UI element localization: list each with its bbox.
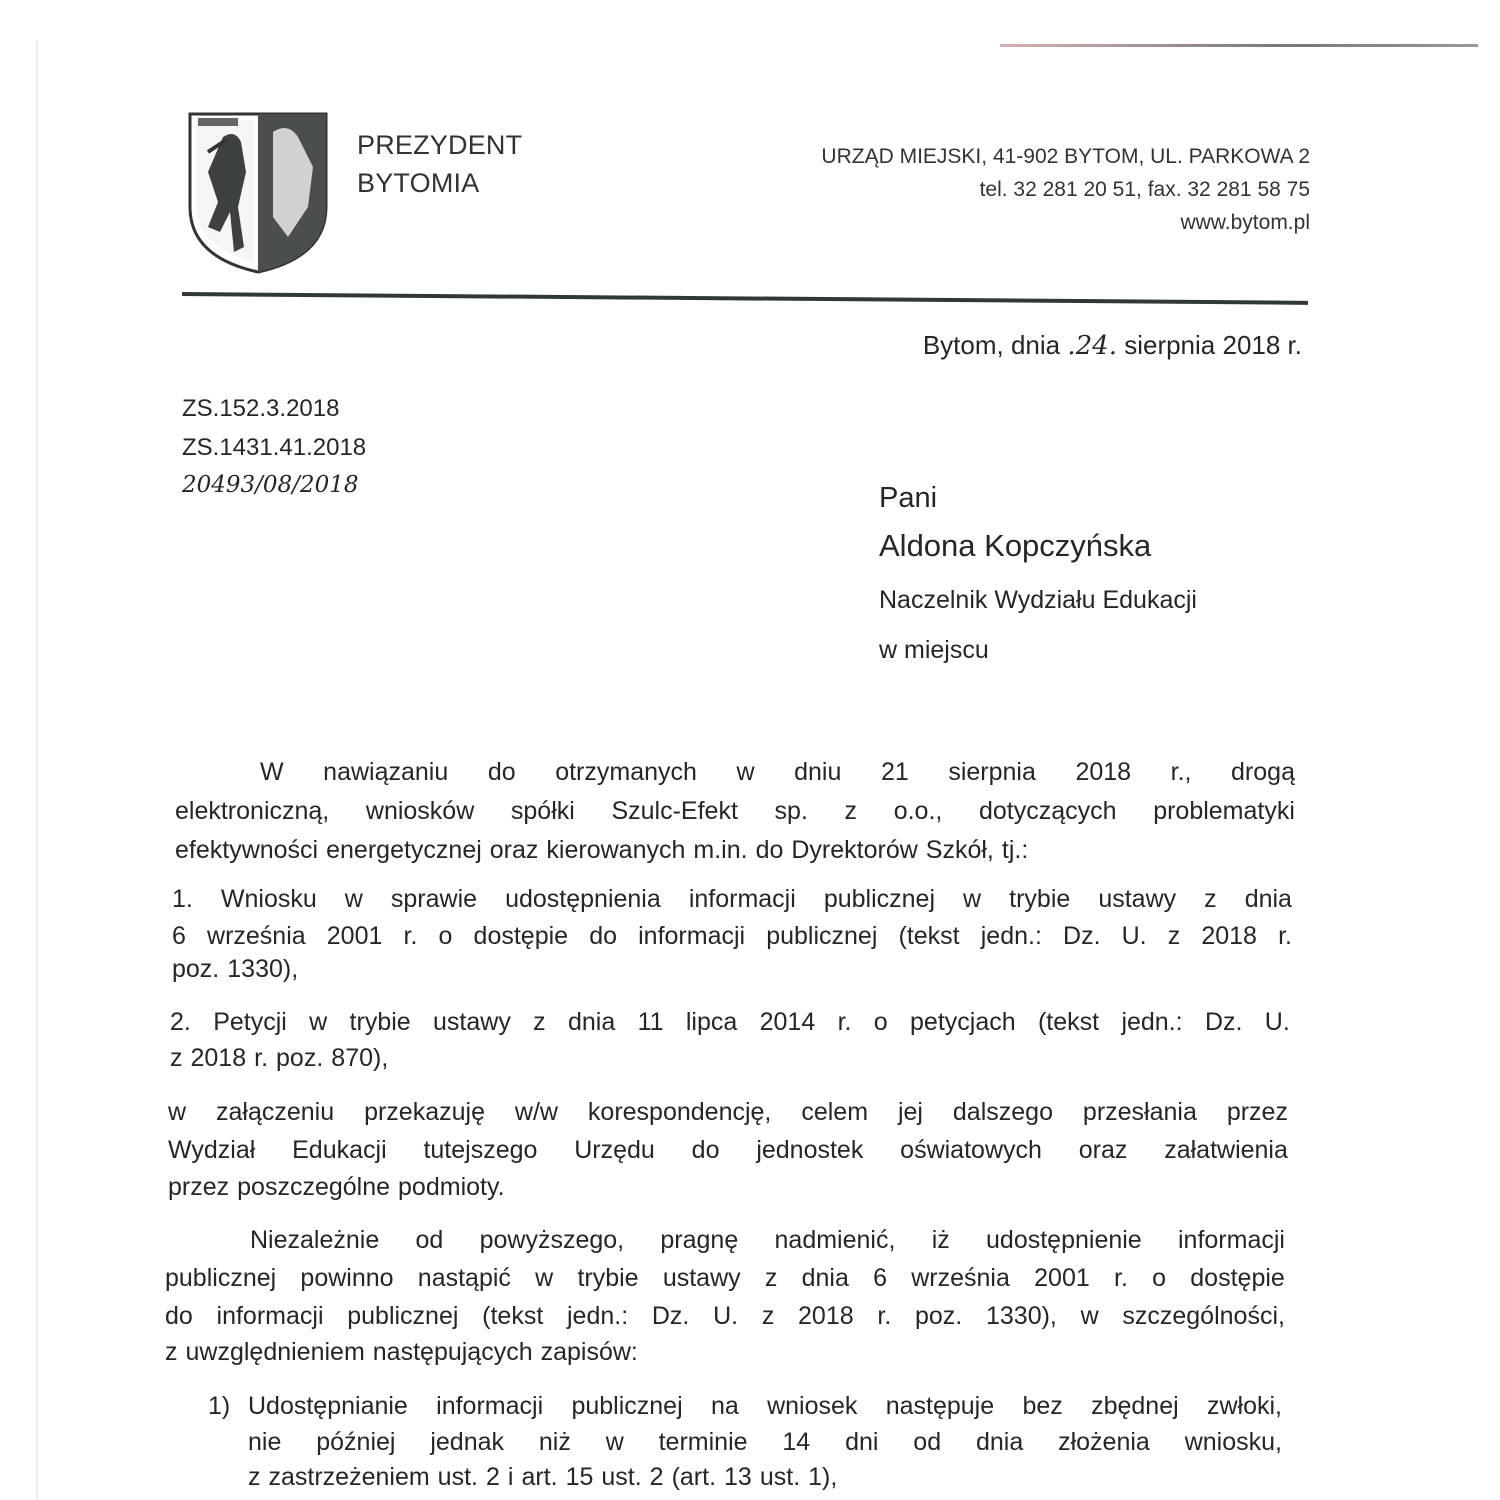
- body-text-line: 6 września 2001 r. o dostępie do informacji publicznej (tekst jedn.: Dz. U. z 2018 r.: [172, 922, 1292, 950]
- body-text-line: w załączeniu przekazuję w/w korespondencję, celem jej dalszego przesłania przez: [168, 1098, 1288, 1126]
- reference-number-handwritten: 20493/08/2018: [182, 472, 359, 498]
- office-phone-fax: tel. 32 281 20 51, fax. 32 281 58 75: [979, 178, 1310, 201]
- body-text-line: Niezależnie od powyższego, pragnę nadmienić, iż udostępnienie informacji: [250, 1226, 1285, 1254]
- body-text-line: z uwzględnieniem następujących zapisów:: [165, 1338, 638, 1366]
- body-text-line: przez poszczególne podmioty.: [168, 1173, 505, 1201]
- issuer-title-line-2: BYTOMIA: [357, 168, 480, 198]
- body-text-line: do informacji publicznej (tekst jedn.: Dz. U. z 2018 r. poz. 1330), w szczególności,: [165, 1302, 1285, 1330]
- body-text-line: publicznej powinno nastąpić w trybie ustawy z dnia 6 września 2001 r. o dostępie: [165, 1264, 1285, 1292]
- body-text-line: Wydział Edukacji tutejszego Urzędu do jednostek oświatowych oraz załatwienia: [168, 1136, 1288, 1164]
- body-text-line: z zastrzeżeniem ust. 2 i art. 15 ust. 2 (art. 13 ust. 1),: [248, 1463, 838, 1491]
- body-text-line: nie później jednak niż w terminie 14 dni od dnia złożenia wniosku,: [248, 1428, 1282, 1456]
- body-text-line: efektywności energetycznej oraz kierowanych m.in. do Dyrektorów Szkół, tj.:: [175, 836, 1029, 864]
- body-text-line: elektroniczną, wniosków spółki Szulc-Efekt sp. z o.o., dotyczących problematyki: [175, 797, 1295, 825]
- body-text-line: z 2018 r. poz. 870),: [170, 1044, 389, 1072]
- office-address: URZĄD MIEJSKI, 41-902 BYTOM, UL. PARKOWA 2: [821, 145, 1310, 168]
- header-divider: [182, 292, 1308, 305]
- date-prefix: Bytom, dnia: [922, 330, 1061, 360]
- body-text-line: Udostępnianie informacji publicznej na wniosek następuje bez zbędnej zwłoki,: [248, 1392, 1282, 1420]
- date-day-handwritten: .24.: [1067, 331, 1117, 361]
- recipient-salutation: Pani: [879, 482, 938, 514]
- body-text-line: 1. Wniosku w sprawie udostępnienia informacji publicznej w trybie ustawy z dnia: [172, 885, 1292, 913]
- scan-edge-line: [1000, 44, 1478, 47]
- recipient-position: Naczelnik Wydziału Edukacji: [879, 586, 1197, 614]
- reference-number: ZS.152.3.2018: [182, 395, 340, 422]
- letter-date: [923, 330, 1302, 361]
- reference-number: ZS.1431.41.2018: [182, 434, 367, 461]
- body-text-line: 2. Petycji w trybie ustawy z dnia 11 lipca 2014 r. o petycjach (tekst jedn.: Dz. U.: [170, 1008, 1290, 1036]
- coat-of-arms-logo: [188, 112, 328, 274]
- office-website: www.bytom.pl: [1180, 211, 1310, 234]
- scan-edge-shadow: [36, 40, 38, 1500]
- list-marker: 1): [208, 1392, 231, 1420]
- recipient-location: w miejscu: [879, 636, 989, 664]
- recipient-name: Aldona Kopczyńska: [879, 528, 1152, 563]
- date-suffix: sierpnia 2018 r.: [1124, 330, 1302, 360]
- body-text-line: W nawiązaniu do otrzymanych w dniu 21 sierpnia 2018 r., drogą: [260, 758, 1295, 786]
- issuer-title-line-1: PREZYDENT: [357, 130, 523, 160]
- body-text-line: poz. 1330),: [172, 955, 299, 983]
